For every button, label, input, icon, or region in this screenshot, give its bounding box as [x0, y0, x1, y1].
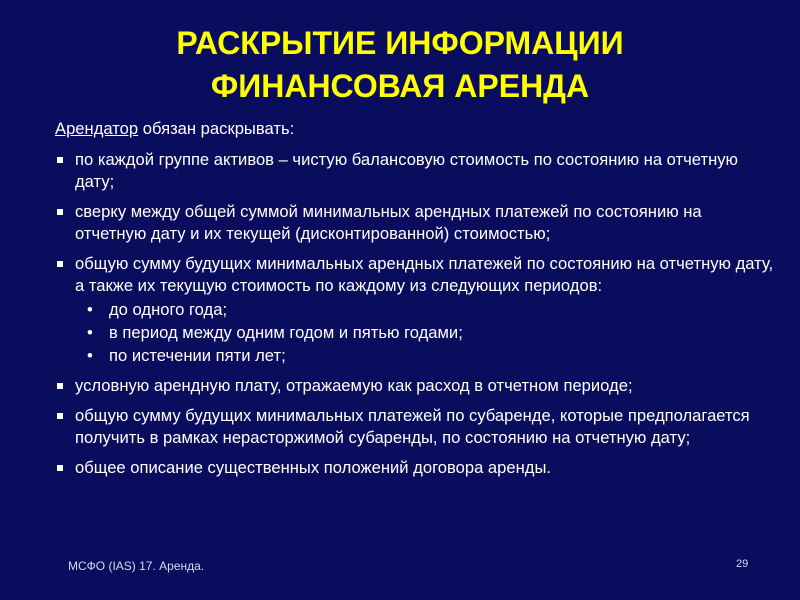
list-item-text: сверку между общей суммой минимальных арендных платежей по состоянию на отчетную дату и их текущей (дисконтированной) стоимостью;	[75, 202, 702, 243]
square-bullet-icon	[57, 383, 63, 389]
sublist-item	[75, 345, 775, 367]
disclosure-list	[55, 149, 775, 479]
list-item-text: общую сумму будущих минимальных платежей по субаренде, которые предполагается получить в рамках нерасторжимой субаренды, по состоянию на отчетную дату;	[75, 406, 750, 447]
list-item	[55, 405, 775, 449]
intro-text	[55, 118, 775, 140]
list-item-text: условную арендную плату, отражаемую как расход в отчетном периоде;	[75, 376, 633, 395]
sublist-item-text: в период между одним годом и пятью годами;	[109, 323, 463, 342]
sublist-item	[75, 299, 775, 321]
list-item	[55, 457, 775, 479]
intro-subject: Арендатор	[55, 119, 139, 138]
intro-rest: обязан раскрывать:	[138, 119, 295, 138]
slide-title	[0, 22, 800, 108]
footer-source: МСФО (IAS) 17. Аренда.	[68, 559, 205, 573]
slide-body	[55, 118, 775, 487]
square-bullet-icon	[57, 261, 63, 267]
list-item	[55, 201, 775, 245]
title-line-2: ФИНАНСОВАЯ АРЕНДА	[210, 68, 590, 104]
list-item	[55, 253, 775, 367]
square-bullet-icon	[57, 209, 63, 215]
list-item-text: общую сумму будущих минимальных арендных платежей по состоянию на отчетную дату, а также их текущую стоимость по каждому из следующих периодов:	[75, 254, 774, 295]
round-bullet-icon: •	[87, 300, 93, 319]
title-line-1: РАСКРЫТИЕ ИНФОРМАЦИИ	[176, 25, 624, 61]
round-bullet-icon: •	[87, 346, 93, 365]
list-item	[55, 149, 775, 193]
square-bullet-icon	[57, 413, 63, 419]
sublist-item-text: по истечении пяти лет;	[109, 346, 286, 365]
round-bullet-icon: •	[87, 323, 93, 342]
list-item	[55, 375, 775, 397]
square-bullet-icon	[57, 157, 63, 163]
sublist-item-text: до одного года;	[109, 300, 228, 319]
square-bullet-icon	[57, 465, 63, 471]
period-sublist	[75, 299, 775, 367]
slide-number: 29	[736, 558, 749, 570]
list-item-text: общее описание существенных положений договора аренды.	[75, 458, 551, 477]
list-item-text: по каждой группе активов – чистую балансовую стоимость по состоянию на отчетную дату;	[75, 150, 738, 191]
sublist-item	[75, 322, 775, 344]
